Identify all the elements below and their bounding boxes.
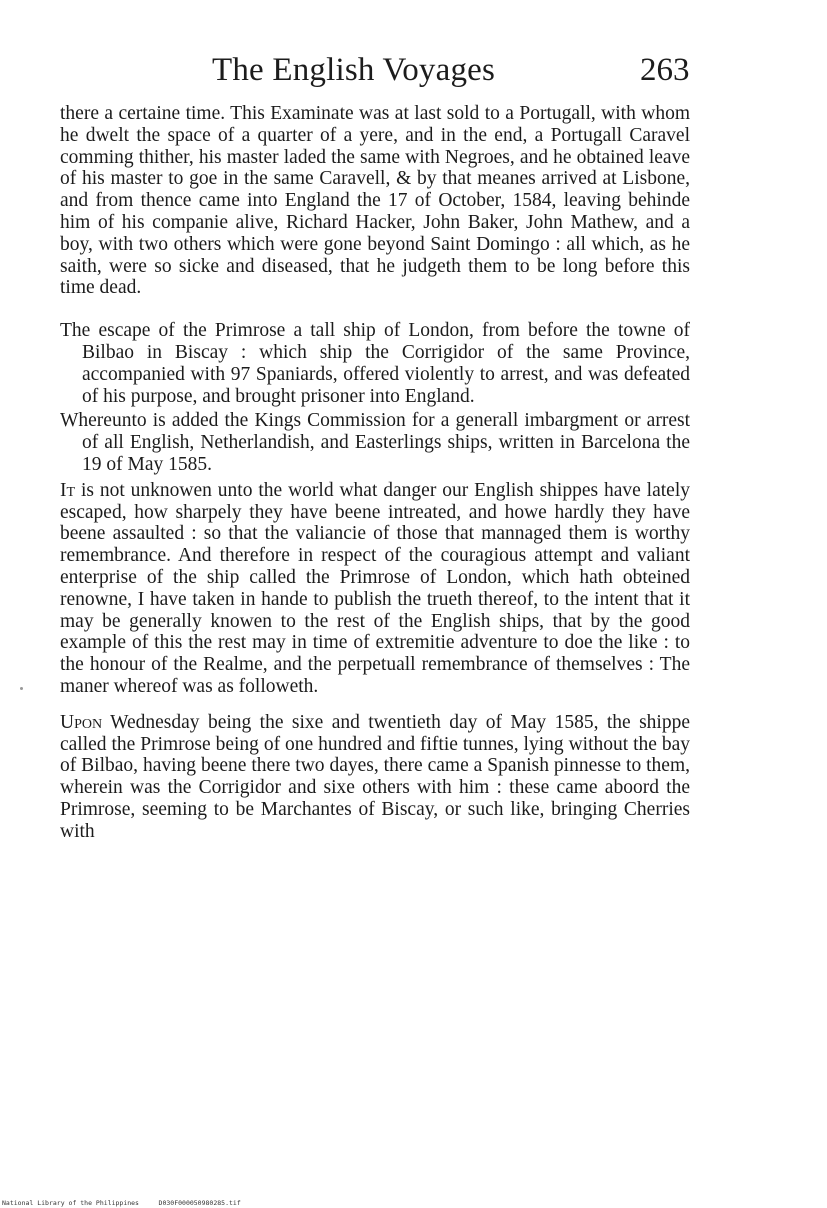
running-title: The English Voyages (212, 52, 496, 88)
paragraph-narrative (60, 712, 690, 843)
page-number: 263 (640, 52, 690, 88)
paragraph-text: Wednesday being the sixe and twentieth day of May 1585, the shippe called the Primrose being of one hundred and fiftie tunnes, lying without the bay of Bilbao, having beene there two dayes, there came a Spanish pinnesse to them, wherein was the Corrigidor and sixe others with him : these came aboord the Primrose, seeming to be Marchantes of Biscay, or such like, bringing Cherries with (60, 711, 690, 842)
paragraph-lead-word: Upon (60, 711, 103, 733)
paragraph-introduction (60, 480, 690, 698)
scan-file-name: D030F000050980285.tif (158, 1199, 241, 1207)
scan-speck (20, 687, 23, 690)
continuation-paragraph: there a certaine time. This Examinate was at last sold to a Portugall, with whom he dwelt the space of a quarter of a yere, and in the end, a Portugall Caravel comming thither, his master laded the same with Negroes, and he obtained leave of his master to goe in the same Caravell, & by that meanes arrived at Lisbone, and from thence came into England the 17 of October, 1584, leaving behinde him of his companie alive, Richard Hacker, John Baker, John Mathew, and a boy, with two others which were gone beyond Saint Domingo : all which, as he saith, were so sicke and diseased, that he judgeth them to be long before this time dead. (60, 103, 690, 299)
page-body (60, 103, 690, 843)
scan-source-label: National Library of the Philippines (2, 1199, 139, 1207)
section-heading-commission: Whereunto is added the Kings Commission for a generall imbargment or arrest of all English, Netherlandish, and Easterlings ships, written in Barcelona the 19 of May 1585. (60, 410, 690, 475)
page-header (0, 52, 827, 96)
paragraph-text: is not unknowen unto the world what danger our English shippes have lately escaped, how sharpely they have beene intreated, and howe hardly they have beene assaulted : so that the valiancie of those that mannaged them is worthy remembrance. And therefore in respect of the couragious attempt and valiant enterprise of the ship called the Primrose of London, which hath obteined renowne, I have taken in hande to publish the trueth thereof, to the intent that it may be generally knowen to the rest of the English ships, that by the good example of this the rest may in time of extremitie adventure to doe the like : to the honour of the Realme, and the perpetuall remembrance of themselves : The maner whereof was as followeth. (60, 479, 690, 697)
paragraph-lead-word: It (60, 479, 76, 501)
section-heading-primrose: The escape of the Primrose a tall ship of London, from before the towne of Bilbao in Biscay : which ship the Corrigidor of the same Province, accompanied with 97 Spaniards, offered violently to arrest, and was defeated of his purpose, and brought prisoner into England. (60, 320, 690, 407)
scan-footer (2, 1199, 241, 1207)
